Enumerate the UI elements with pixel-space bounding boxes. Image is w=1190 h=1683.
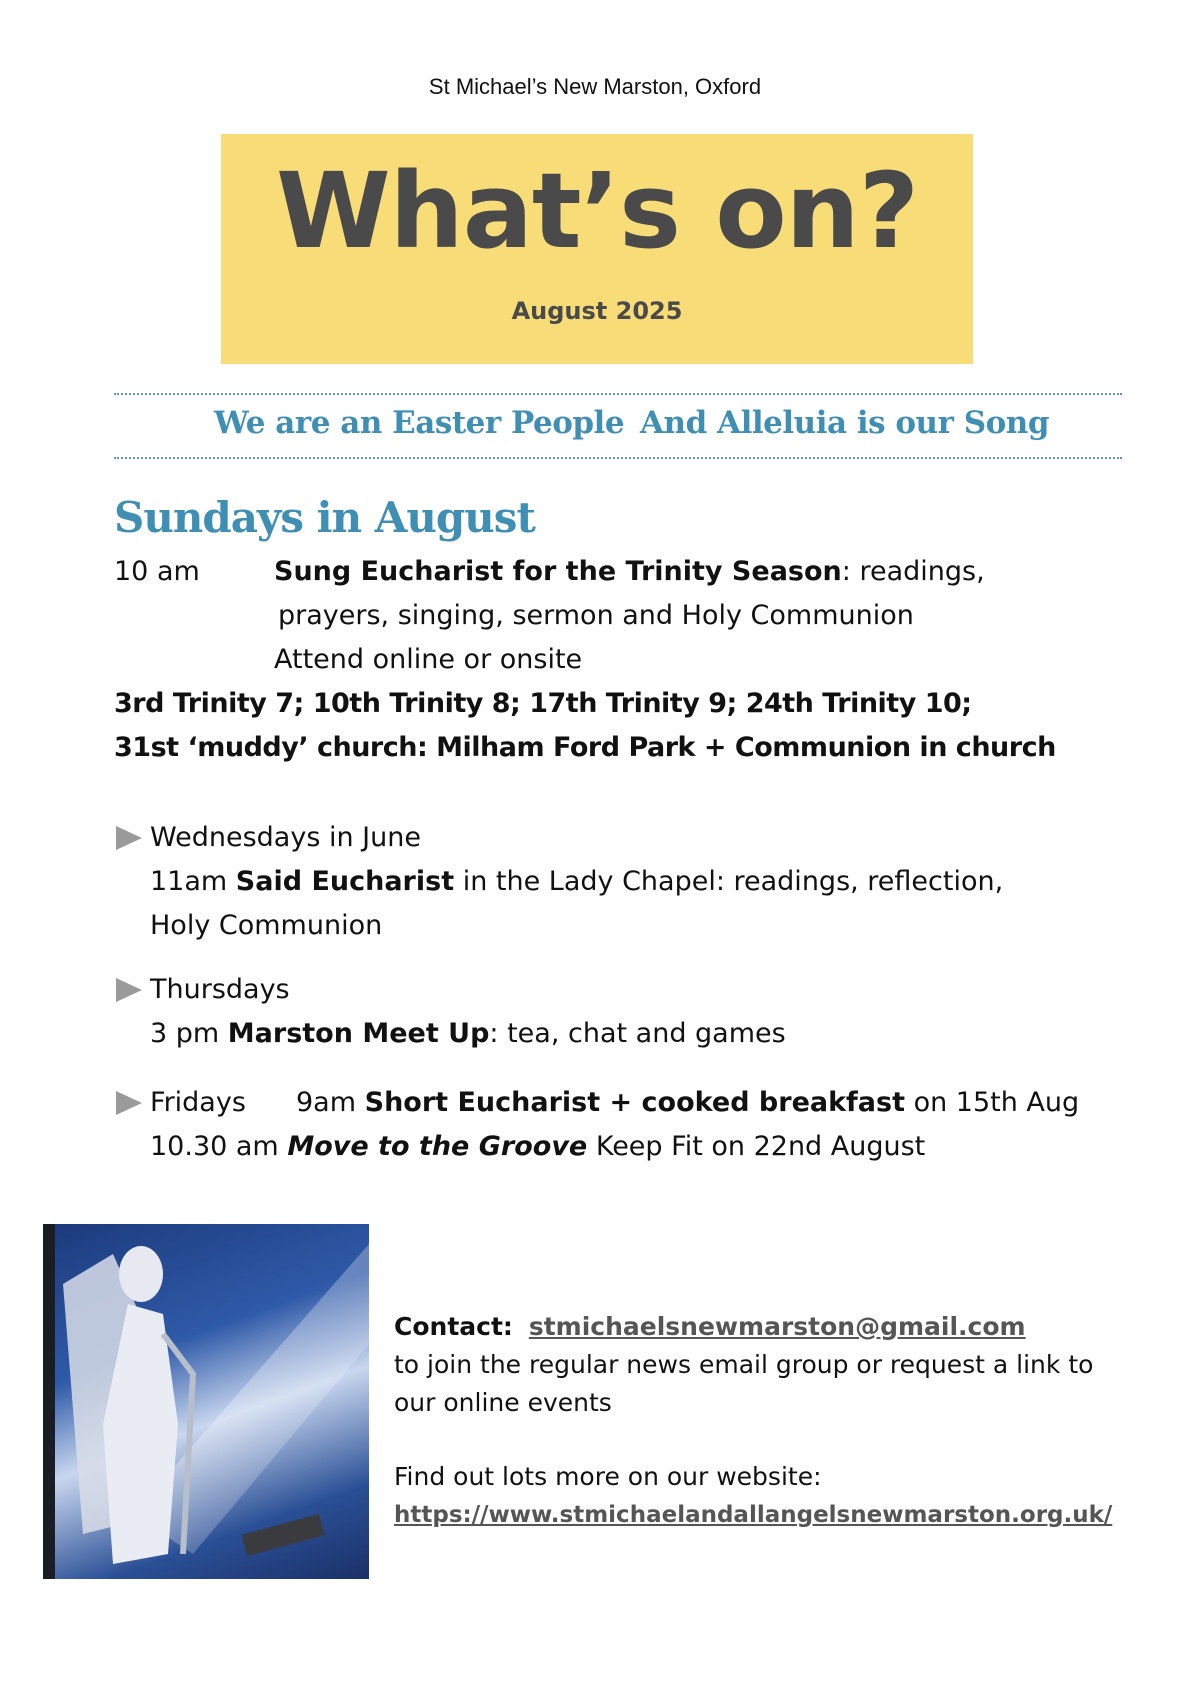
church-name: St Michael’s New Marston, Oxford [428,74,762,99]
angel-statue-photo [43,1224,369,1579]
thursdays-line2 [150,1012,786,1056]
website-line [394,1496,1112,1534]
website-link[interactable]: https://www.stmichaelandallangelsnewmarston.org.uk/ [394,1502,1113,1528]
fridays-line1 [296,1081,1079,1125]
thursdays-title: Thursdays [150,974,290,1005]
divider-bottom [114,457,1122,459]
wednesdays-rest: in the Lady Chapel: readings, reflection, [454,866,1004,897]
sunday-service-line2: prayers, singing, sermon and Holy Communion [278,600,914,631]
website-intro: Find out lots more on our website: [394,1462,822,1491]
contact-label: Contact: [394,1312,513,1341]
play-arrow-icon [116,978,142,1002]
sunday-service-rest: : readings, [841,556,985,587]
fridays-title: Fridays [150,1087,246,1118]
thursdays-service: Marston Meet Up [227,1018,490,1049]
motto-right: And Alleluia is our Song [640,405,1049,441]
divider-top [114,393,1122,395]
fridays-line2 [150,1125,925,1169]
wednesdays-title: Wednesdays in June [150,822,421,853]
fridays-rest2: Keep Fit on 22nd August [587,1131,926,1162]
wednesdays-line2 [150,860,1003,904]
page-title: What’s on? [275,150,919,272]
title-banner [221,134,973,364]
contact-line1 [394,1308,1026,1346]
motto-left: We are an Easter People [214,405,625,441]
fridays-service1: Short Eucharist + cooked breakfast [364,1087,905,1118]
play-arrow-icon [116,826,142,850]
contact-line3: our online events [394,1388,612,1417]
contact-line2: to join the regular news email group or request a link to [394,1350,1094,1379]
sunday-dates-line2: 31st ‘muddy’ church: Milham Ford Park + Communion in church [114,732,1056,763]
sunday-time: 10 am [114,556,200,587]
angel-statue-illustration [43,1224,369,1579]
thursdays-rest: : tea, chat and games [489,1018,786,1049]
sunday-service-line3: Attend online or onsite [274,644,583,675]
sunday-service-line1 [274,550,985,594]
wednesdays-service: Said Eucharist [235,866,455,897]
month-label: August 2025 [511,297,683,325]
sunday-service-name: Sung Eucharist for the Trinity Season [274,556,842,587]
fridays-service2: Move to the Groove [287,1131,588,1162]
section-heading-sundays: Sundays in August [114,493,535,542]
fridays-time1: 9am [296,1087,357,1118]
wednesdays-line3: Holy Communion [150,910,383,941]
thursdays-time: 3 pm [150,1018,220,1049]
sunday-dates-line1: 3rd Trinity 7; 10th Trinity 8; 17th Trinity 9; 24th Trinity 10; [114,688,972,719]
play-arrow-icon [116,1091,142,1115]
wednesdays-time: 11am [150,866,228,897]
fridays-rest1: on 15th Aug [905,1087,1080,1118]
fridays-time2: 10.30 am [150,1131,279,1162]
contact-email-link[interactable]: stmichaelsnewmarston@gmail.com [528,1312,1026,1341]
